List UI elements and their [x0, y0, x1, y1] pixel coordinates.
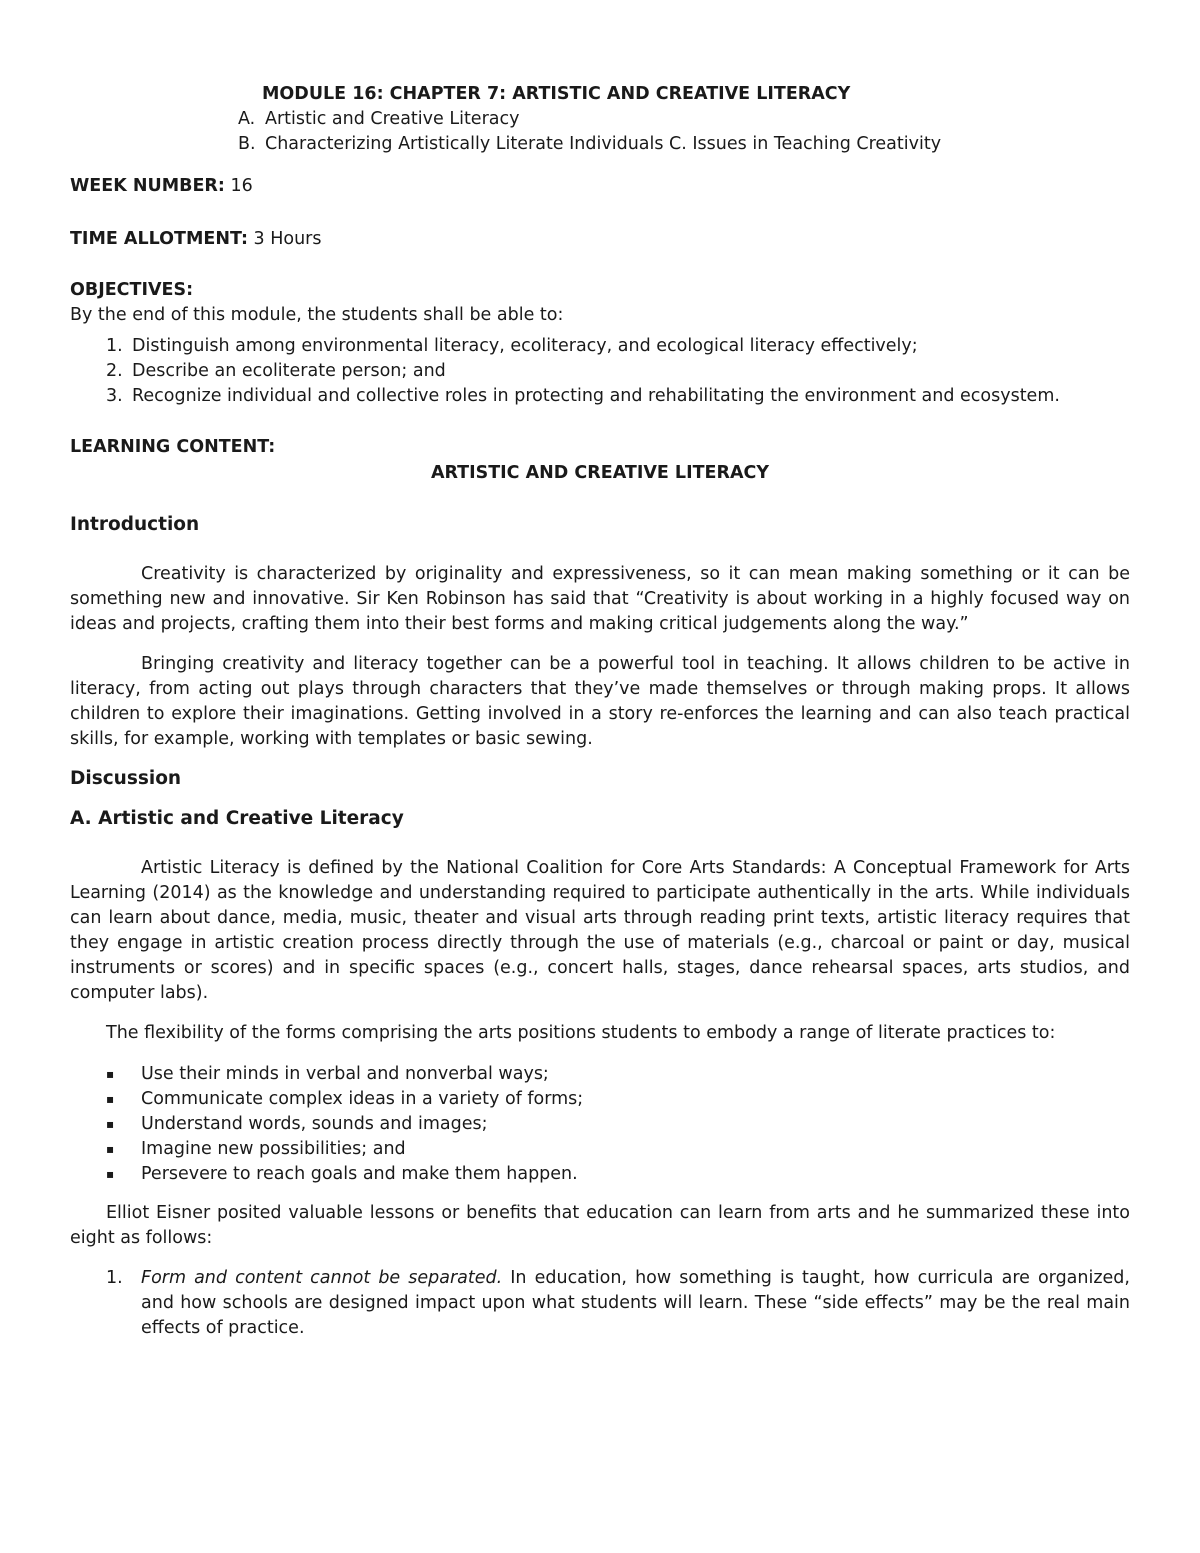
list-item — [106, 1137, 1130, 1162]
discussion-paragraph: Artistic Literacy is defined by the National Coalition for Core Arts Standards: A Conceptual Framework for Arts Learning (2014) as the knowledge and understanding required to participate authentically in the arts. While individuals can learn about dance, media, music, theater and visual arts through reading print texts, artistic literacy requires that they engage in artistic creation process directly through the use of materials (e.g., charcoal or paint or day, musical instruments or scores) and in specific spaces (e.g., concert halls, stages, dance rehearsal spaces, arts studios, and computer labs). — [70, 858, 1130, 1003]
topic-item — [238, 107, 983, 132]
bullet-icon: ▪ — [106, 1142, 115, 1156]
introduction-paragraph: Bringing creativity and literacy together can be a powerful tool in teaching. It allows children to be active in literacy, from acting out plays through characters that they’ve made themselves or through making props. It allows children to explore their imaginations. Getting involved in a story re-enforces the learning and can also teach practical skills, for example, working with templates or basic sewing. — [70, 654, 1130, 749]
lesson-marker: 1. — [106, 1268, 123, 1288]
list-item-text: Use their minds in verbal and nonverbal ways; — [141, 1064, 549, 1084]
objective-item — [106, 359, 1130, 384]
literate-practices-list — [70, 1062, 1130, 1187]
module-title: MODULE 16: CHAPTER 7: ARTISTIC AND CREATIVE LITERACY — [262, 84, 851, 104]
objective-marker: 1. — [106, 336, 123, 356]
list-item — [106, 1062, 1130, 1087]
lesson-title: Form and content cannot be separated. — [141, 1268, 503, 1288]
list-item-text: Persevere to reach goals and make them happen. — [141, 1164, 578, 1184]
module-header — [70, 82, 982, 107]
learning-content-title: ARTISTIC AND CREATIVE LITERACY — [430, 463, 770, 483]
objective-item — [106, 334, 1130, 359]
objective-item — [106, 384, 1130, 409]
time-allotment-value: 3 Hours — [247, 229, 322, 249]
module-topics — [70, 107, 983, 157]
discussion-paragraph: Elliot Eisner posited valuable lessons or benefits that education can learn from arts and he summarized these into eight as follows: — [70, 1203, 1130, 1248]
list-item — [106, 1087, 1130, 1112]
bullet-icon: ▪ — [106, 1167, 115, 1181]
time-allotment — [70, 227, 1130, 252]
topic-text: Characterizing Artistically Literate Individuals C. Issues in Teaching Creativity — [265, 134, 942, 154]
objective-text: Describe an ecoliterate person; and — [132, 361, 446, 381]
week-number — [70, 174, 1130, 199]
list-item-text: Understand words, sounds and images; — [141, 1114, 488, 1134]
discussion-heading: Discussion — [70, 768, 182, 789]
topic-text: Artistic and Creative Literacy — [265, 109, 520, 129]
eisner-lessons-list — [70, 1266, 1130, 1341]
learning-content-heading: LEARNING CONTENT: — [70, 437, 276, 457]
topic-marker: B. — [238, 134, 256, 154]
topic-item — [238, 132, 983, 157]
discussion-subheading: A. Artistic and Creative Literacy — [70, 808, 404, 829]
objectives-heading: OBJECTIVES: — [70, 280, 194, 300]
objectives-intro: By the end of this module, the students shall be able to: — [70, 305, 564, 325]
list-item — [106, 1112, 1130, 1137]
list-item — [106, 1266, 1130, 1341]
bullet-icon: ▪ — [106, 1117, 115, 1131]
lesson-body: In education, how something is taught, how curricula are organized, and how schools are designed impact upon what students will learn. These “side effects” may be the real main effects of practice. — [141, 1268, 1130, 1338]
bullet-icon: ▪ — [106, 1092, 115, 1106]
list-item — [106, 1162, 1130, 1187]
discussion-paragraph: The flexibility of the forms comprising the arts positions students to embody a range of literate practices to: — [106, 1023, 1056, 1043]
objective-marker: 3. — [106, 386, 123, 406]
week-number-value: 16 — [224, 176, 253, 196]
objective-text: Distinguish among environmental literacy, ecoliteracy, and ecological literacy effectively; — [132, 336, 918, 356]
objective-marker: 2. — [106, 361, 123, 381]
bullet-icon: ▪ — [106, 1067, 115, 1081]
list-item-text: Communicate complex ideas in a variety of forms; — [141, 1089, 584, 1109]
introduction-heading: Introduction — [70, 514, 200, 535]
week-number-label: WEEK NUMBER: — [70, 176, 225, 196]
time-allotment-label: TIME ALLOTMENT: — [70, 229, 248, 249]
objectives-list — [70, 334, 1130, 409]
topic-marker: A. — [238, 109, 256, 129]
lesson-text — [141, 1266, 1130, 1341]
document-page — [70, 82, 1130, 1341]
objective-text: Recognize individual and collective roles in protecting and rehabilitating the environment and ecosystem. — [132, 386, 1060, 406]
introduction-paragraph: Creativity is characterized by originality and expressiveness, so it can mean making something or it can be something new and innovative. Sir Ken Robinson has said that “Creativity is about working in a highly focused way on ideas and projects, crafting them into their best forms and making critical judgements along the way.” — [70, 564, 1130, 634]
list-item-text: Imagine new possibilities; and — [141, 1139, 406, 1159]
